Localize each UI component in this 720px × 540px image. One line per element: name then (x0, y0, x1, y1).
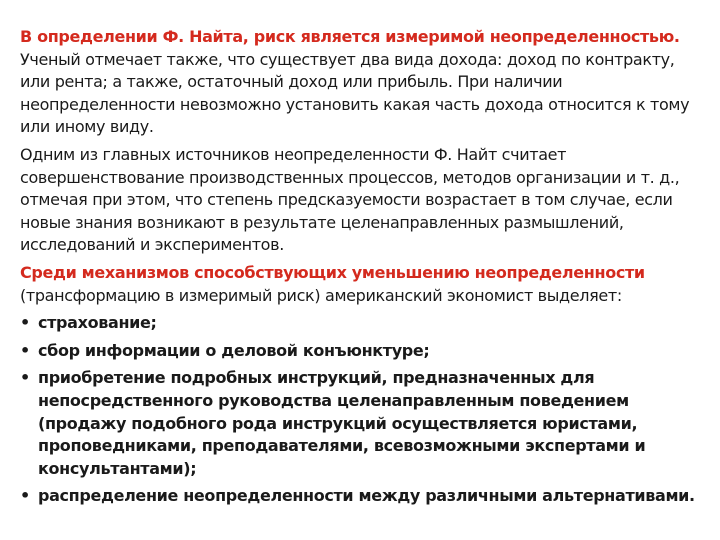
paragraph-text: Одним из главных источников неопределенности Ф. Найт считает совершенствование производственных процессов, методов организации и т. д., отмечая при этом, что степень предсказуемости возрастает в том случае, если новые знания возникают в результате целенаправленных размышлений, исследований и экспериментов. (20, 144, 680, 255)
highlight-definition: В определении Ф. Найта, риск является измеримой неопределенностью. (20, 27, 680, 46)
list-item-text: сбор информации о деловой конъюнктуре; (38, 340, 430, 360)
slide-content (20, 26, 708, 513)
paragraph-uncertainty-sources (20, 144, 708, 257)
bullet-icon: • (20, 313, 30, 333)
list-item (20, 485, 708, 508)
bullet-icon: • (20, 486, 30, 506)
bullet-icon: • (20, 368, 30, 388)
list-item (20, 367, 708, 480)
paragraph-mechanisms-intro (20, 262, 708, 307)
list-item (20, 312, 708, 335)
list-item-text: приобретение подробных инструкций, предназначенных для непосредственного руководства целенаправленным поведением (продажу подобного рода инструкций осуществляется юристами, проповедниками, преподавателями, всевозможными экспертами и консультантами); (38, 368, 646, 478)
list-item-text: распределение неопределенности между различными альтернативами. (38, 486, 695, 506)
bullet-icon: • (20, 340, 30, 360)
paragraph-knight-definition (20, 26, 708, 139)
list-item (20, 340, 708, 363)
list-item-text: страхование; (38, 313, 157, 333)
mechanisms-list (20, 312, 708, 508)
paragraph-text: (трансформацию в измеримый риск) американский экономист выделяет: (20, 285, 622, 305)
paragraph-text: Ученый отмечает также, что существует два вида дохода: доход по контракту, или рента; а также, остаточный доход или прибыль. При наличии неопределенности невозможно установить какая часть дохода относится к тому или иному виду. (20, 49, 690, 137)
highlight-mechanisms: Среди механизмов способствующих уменьшению неопределенности (20, 262, 645, 282)
